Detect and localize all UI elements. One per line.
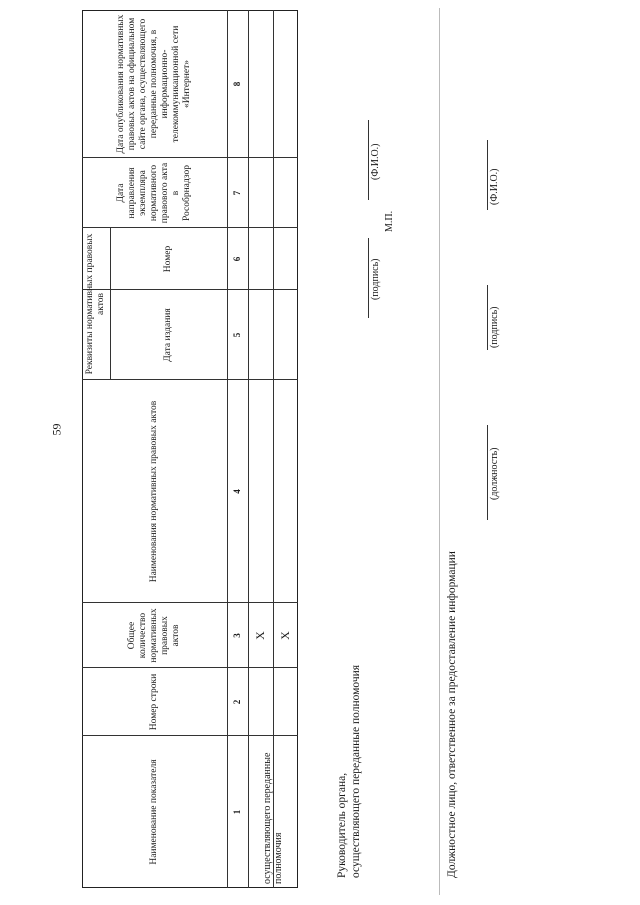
header-total-acts: Общее количество нормативных правовых актов	[127, 608, 181, 663]
header-requisites: Реквизиты нормативных правовых актов	[85, 233, 106, 375]
official-title: Должностное лицо, ответственное за предоставление информации	[446, 551, 458, 878]
col-number: 1	[232, 809, 243, 815]
row-label: осуществляющего переданные полномочия	[261, 752, 284, 884]
col-number: 6	[232, 256, 243, 262]
header-publish-date: Дата опубликования нормативных правовых актов на официальном сайте органа, осуществляющего переданные полномочия, в информационно-телекоммуникационной сети «Интернет»	[116, 14, 192, 154]
official-fio-caption: (Ф.И.О.)	[489, 168, 500, 205]
col-number: 2	[232, 699, 243, 705]
header-row-number: Номер строки	[149, 673, 160, 731]
head-title	[336, 665, 364, 878]
official-signature-caption: (подпись)	[489, 306, 500, 348]
col-number: 7	[232, 190, 243, 196]
stamp-mark: М.П.	[384, 210, 395, 232]
col-number: 8	[232, 81, 243, 87]
report-table	[82, 10, 298, 888]
header-act-names: Наименования нормативных правовых актов	[149, 400, 160, 583]
header-issue-date: Дата издания	[163, 308, 174, 362]
row2-col3: X	[277, 631, 292, 640]
head-signature-caption: (подпись)	[370, 258, 381, 300]
header-send-date: Дата направления экземпляра нормативного правового акта в Рособрнадзор	[116, 162, 192, 224]
col-number: 5	[232, 332, 243, 338]
col-number: 3	[232, 633, 243, 638]
head-fio-caption: (Ф.И.О.)	[370, 143, 381, 180]
page-number: 59	[49, 423, 64, 436]
header-indicator: Наименование показателя	[149, 759, 160, 865]
official-position-caption: (должность)	[489, 447, 500, 500]
row1-col3: X	[252, 631, 267, 640]
head-line1: Руководитель органа,	[336, 772, 348, 878]
header-act-number: Номер	[163, 245, 174, 273]
col-number: 4	[232, 489, 243, 494]
head-line2: осуществляющего переданные полномочия	[349, 664, 362, 878]
